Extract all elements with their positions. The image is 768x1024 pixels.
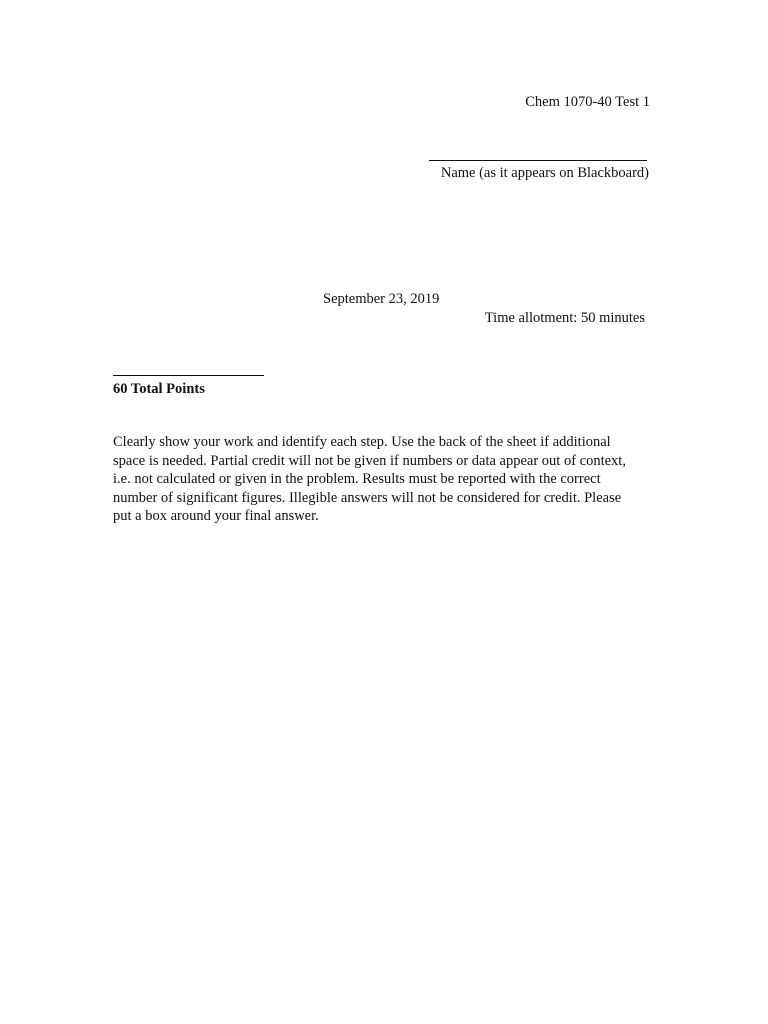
instructions-line: i.e. not calculated or given in the problem. Results must be reported with the correct xyxy=(113,471,601,487)
total-points: 60 Total Points xyxy=(113,381,205,397)
exam-date: September 23, 2019 xyxy=(323,291,440,307)
name-label: Name (as it appears on Blackboard) xyxy=(440,165,649,181)
instructions-line: put a box around your final answer. xyxy=(113,508,319,524)
course-title: Chem 1070-40 Test 1 xyxy=(525,94,650,110)
name-blank-line xyxy=(429,160,647,161)
instructions-line: Clearly show your work and identify each step. Use the back of the sheet if additional xyxy=(113,434,611,450)
instructions-line: number of significant figures. Illegible answers will not be considered for credit. Please xyxy=(113,489,622,506)
instructions-paragraph xyxy=(113,433,658,526)
score-blank-line xyxy=(113,375,264,376)
time-allotment: Time allotment: 50 minutes xyxy=(484,310,645,326)
instructions-line: space is needed. Partial credit will not be given if numbers or data appear out of context, xyxy=(113,452,626,469)
